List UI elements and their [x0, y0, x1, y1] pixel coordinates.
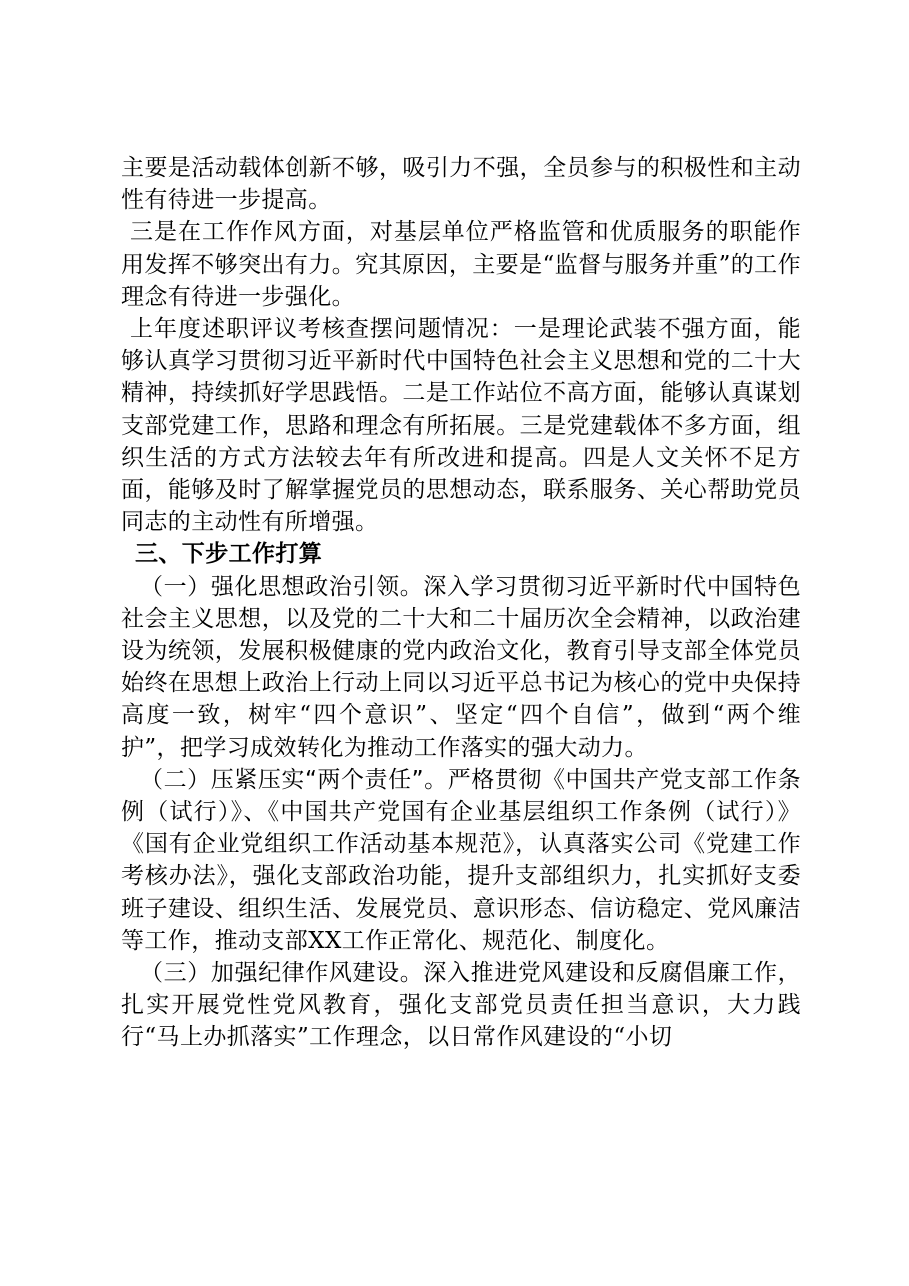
- item-discipline-style-body: 深入推进党风建设和反腐倡廉工作，扎实开展党性党风教育，强化支部党员责任担当意识，大力践行“马上办抓落实”工作理念，以日常作风建设的“小切: [121, 960, 801, 1051]
- paragraph-last-year-review: 上年度述职评议考核查摆问题情况：一是理论武装不强方面，能够认真学习贯彻习近平新时代中国特色社会主义思想和党的二十大精神，持续抓好学思践悟。二是工作站位不高方面，能够认真谋划支部党建工作，思路和理念有所拓展。三是党建载体不多方面，组织生活的方式方法较去年有所改进和提高。四是人文关怀不足方面，能够及时了解掌握党员的思想动态，联系服务、关心帮助党员同志的主动性有所增强。: [121, 316, 801, 536]
- document-body: [121, 152, 801, 1054]
- item-two-responsibilities-body: 严格贯彻《中国共产党支部工作条例（试行）》、《中国共产党国有企业基层组织工作条例（试行）》《国有企业党组织工作活动基本规范》，认真落实公司《党建工作考核办法》，强化支部政治功能，提升支部组织力，扎实抓好支委班子建设、组织生活、发展党员、意识形态、信访稳定、党风廉洁等工作，推动支部XX工作正常化、规范化、制度化。: [121, 766, 802, 954]
- item-discipline-style-title: （三）加强纪律作风建设。: [140, 960, 424, 987]
- section-heading-next-steps: 三、下步工作打算: [135, 541, 323, 568]
- item-two-responsibilities: [121, 764, 801, 957]
- item-political-guidance: [121, 571, 801, 764]
- item-political-guidance-title: （一）强化思想政治引领。: [140, 573, 424, 600]
- item-two-responsibilities-title: （二）压紧压实“两个责任”。: [140, 766, 448, 793]
- paragraph-work-style: 三是在工作作风方面，对基层单位严格监管和优质服务的职能作用发挥不够突出有力。究其原因，主要是“监督与服务并重”的工作理念有待进一步强化。: [121, 219, 801, 310]
- item-political-guidance-body: 深入学习贯彻习近平新时代中国特色社会主义思想，以及党的二十大和二十届历次全会精神，以政治建设为统领，发展积极健康的党内政治文化，教育引导支部全体党员始终在思想上政治上行动上同以习近平总书记为核心的党中央保持高度一致，树牢“四个意识”、坚定“四个自信”，做到“两个维护”，把学习成效转化为推动工作落实的强大动力。: [121, 573, 801, 761]
- item-discipline-style: [121, 957, 801, 1054]
- paragraph-activity-carrier: 主要是活动载体创新不够，吸引力不强，全员参与的积极性和主动性有待进一步提高。: [121, 155, 801, 214]
